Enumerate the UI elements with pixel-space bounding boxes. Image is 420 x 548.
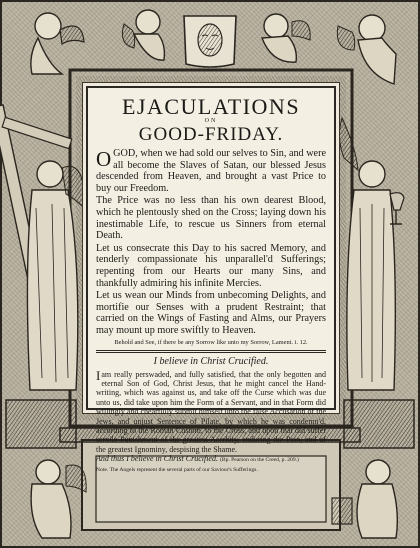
- creed-paragraph: [96, 367, 326, 455]
- drop-cap: O: [96, 147, 112, 171]
- page-subtitle: GOOD-FRIDAY.: [138, 124, 284, 145]
- cherub-top-right-icon: [334, 4, 414, 94]
- paragraph-text: Let us wean our Minds from unbecoming Delights, and mortifie our Senses with a prudent Restraint; that carried on the Wings of Fasting and Alms, our Prayers may mount up more swiftly to Heaven.: [96, 290, 326, 336]
- creed-text: am really perswaded, and fully satisfied, that the only begotten and eternal Son of God, Christ Jesus, that he might cancel the Hand-writing, which was against us, and take off the Curse which was due unto us, did take upon him the Form of a Servant, and in that Form did willingly and chearfully submit himself unto the false Accusation of the Jews, and unjust Sentence of Pilate, by which he was condemn'd, according to the Roman Custom, to the Cross, and upon that did suffer servile Punishment of the greatest Acerbity, enduring the Pain, and of the greatest Ignominy, despising the Shame.: [96, 369, 326, 454]
- footnote: Note. The Angels represent the several parts of our Saviour's Sufferings.: [96, 466, 258, 473]
- title-connector: ON: [204, 118, 218, 124]
- page-title: EJACULATIONS: [121, 94, 301, 119]
- paragraph-1: [96, 148, 326, 194]
- paragraph-2: [96, 195, 326, 241]
- paragraph-text: Let us consecrate this Day to his sacred Memory, and tenderly compassionate his unparallel'd Sufferings; repenting from our Hearts our many Sins, and thankfully admiring his infinite Mercies.: [96, 242, 326, 289]
- angel-with-cross-left-icon: [2, 98, 86, 398]
- cherub-top-center-left-icon: [118, 4, 178, 68]
- pedestal-panel: [96, 458, 322, 520]
- scripture-quote: Behold and See, if there be any Sorrow like unto my Sorrow, Lament. i. 12.: [114, 338, 308, 346]
- angel-with-chalice-right-icon: [336, 98, 420, 398]
- cherub-bottom-left-icon: [8, 452, 88, 542]
- creed-drop-cap: I: [96, 367, 101, 383]
- creed-heading: I believe in Christ Crucified.: [153, 355, 269, 367]
- paragraph-3: [96, 243, 326, 289]
- creed-reference: (Bp. Pearson on the Creed, p. 209.): [219, 457, 299, 464]
- text-panel: [86, 86, 336, 473]
- cherub-top-left-icon: [8, 4, 88, 84]
- paragraph-text: GOD, when we had sold our selves to Sin, and were all become the Slaves of Satan, our blessed Jesus descended from Heaven, and brought a vast Price to buy our Freedom.: [96, 148, 326, 194]
- paragraph-4: [96, 290, 326, 336]
- veil-of-veronica-icon: [180, 12, 240, 70]
- paragraph-text: The Price was no less than his own dearest Blood, which he plentously shed on the Cross; laying down his inestimable Life, to rescue us Sinners from eternal Death.: [96, 195, 326, 242]
- creed-end-text: And thus I believe in Christ Crucified.: [96, 454, 218, 464]
- cherub-top-center-right-icon: [244, 6, 314, 70]
- divider: [96, 350, 326, 353]
- cherub-bottom-right-icon: [332, 452, 412, 542]
